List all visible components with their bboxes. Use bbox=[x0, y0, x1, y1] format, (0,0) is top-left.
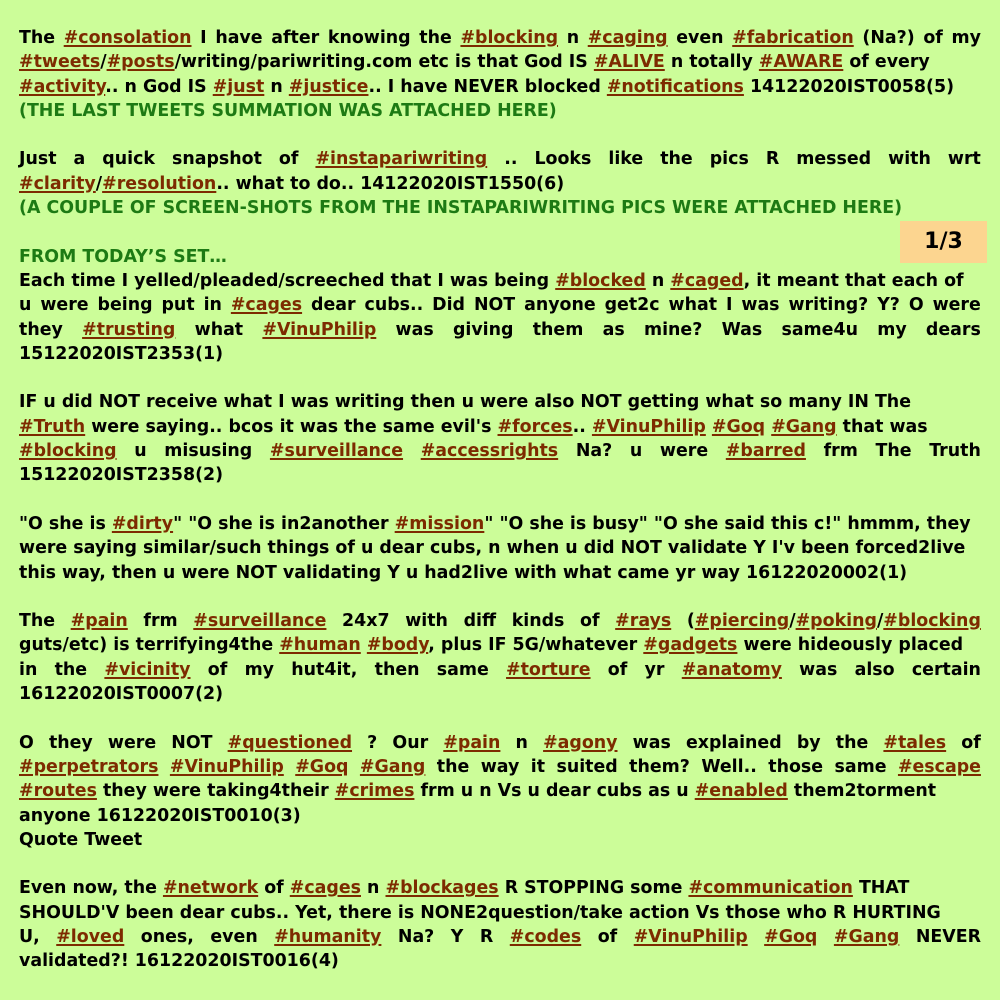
body-text: same bbox=[436, 659, 489, 680]
text-line bbox=[19, 949, 981, 973]
hashtag-link[interactable]: #just bbox=[212, 76, 265, 97]
body-text: n totally bbox=[664, 52, 759, 73]
body-text: were hideously placed bbox=[737, 635, 964, 656]
body-text: by bbox=[796, 732, 821, 753]
hashtag-link[interactable]: #agony bbox=[543, 732, 618, 753]
body-text: then bbox=[374, 659, 420, 680]
text-line bbox=[19, 536, 981, 560]
hashtag-link[interactable]: #communication bbox=[688, 878, 853, 899]
hashtag-link[interactable]: #pain bbox=[70, 611, 128, 632]
hashtag-link[interactable]: #resolution bbox=[102, 173, 217, 194]
hashtag-link[interactable]: #tales bbox=[883, 732, 947, 753]
body-text: NOT bbox=[473, 295, 516, 316]
body-text: R STOPPING some bbox=[498, 878, 689, 899]
body-text: of every bbox=[843, 52, 930, 73]
body-text: they bbox=[19, 319, 63, 340]
hashtag-link[interactable]: #anatomy bbox=[681, 659, 782, 680]
body-text: explained bbox=[685, 732, 782, 753]
body-text: of bbox=[580, 611, 600, 632]
body-text: put bbox=[161, 295, 195, 316]
hashtag-link[interactable]: #activity bbox=[19, 76, 106, 97]
text-line bbox=[19, 342, 981, 366]
hashtag-link[interactable]: #instapariwriting bbox=[315, 149, 488, 170]
body-text: the bbox=[436, 756, 470, 777]
body-text: frm bbox=[823, 441, 858, 462]
body-text: were bbox=[107, 732, 157, 753]
body-text: frm bbox=[143, 611, 178, 632]
body-text: of bbox=[258, 878, 290, 899]
text-line bbox=[19, 147, 981, 171]
body-text: those bbox=[768, 756, 824, 777]
paragraph bbox=[19, 147, 981, 220]
hashtag-link[interactable]: #Goq bbox=[295, 756, 349, 777]
hashtag-link[interactable]: #blocked bbox=[555, 270, 646, 291]
body-text: " "O she is in2another bbox=[173, 513, 395, 534]
body-text: THAT bbox=[852, 878, 910, 899]
hashtag-link[interactable]: #blocking bbox=[460, 28, 559, 48]
body-text: of bbox=[607, 659, 628, 680]
body-text: ? bbox=[367, 732, 378, 753]
body-text: that was bbox=[836, 416, 928, 437]
body-text: certain bbox=[911, 659, 981, 680]
body-text: anyone bbox=[524, 295, 596, 316]
body-text: pics bbox=[709, 149, 749, 170]
body-text: Na? bbox=[397, 926, 435, 947]
text-line bbox=[19, 925, 981, 949]
text-line bbox=[19, 172, 981, 196]
text-line bbox=[19, 633, 981, 657]
body-text: have bbox=[215, 28, 263, 48]
hashtag-link[interactable]: #crimes bbox=[334, 781, 415, 802]
body-text: of bbox=[597, 926, 618, 947]
text-line bbox=[19, 245, 981, 269]
text-line bbox=[19, 561, 981, 585]
hashtag-link[interactable]: #consolation bbox=[63, 28, 192, 48]
paragraph bbox=[19, 609, 981, 706]
body-text: was bbox=[395, 319, 434, 340]
body-text: even bbox=[676, 28, 724, 48]
hashtag-link[interactable]: #mission bbox=[394, 513, 485, 534]
body-text: 15122020IST2353(1) bbox=[19, 343, 224, 364]
text-line bbox=[19, 779, 981, 803]
body-text: after bbox=[271, 28, 320, 48]
body-text: n bbox=[361, 878, 386, 899]
paragraph bbox=[19, 512, 981, 585]
hashtag-link[interactable]: #perpetrators bbox=[19, 756, 159, 777]
body-text: .. n God IS bbox=[105, 76, 213, 97]
body-text: .. what to do.. 14122020IST1550(6) bbox=[216, 173, 565, 194]
body-text: The bbox=[875, 441, 912, 462]
hashtag-link[interactable]: #cages bbox=[230, 295, 303, 316]
hashtag-link[interactable]: #Gang bbox=[833, 926, 900, 947]
hashtag-link[interactable]: #trusting bbox=[82, 319, 176, 340]
body-text: diff bbox=[463, 611, 497, 632]
body-text: were bbox=[932, 295, 981, 316]
hashtag-link[interactable]: #VinuPhilip bbox=[633, 926, 748, 947]
body-text: with bbox=[888, 149, 931, 170]
body-text: O bbox=[19, 732, 34, 753]
page-indicator-badge: 1/3 bbox=[900, 221, 987, 263]
body-text: "O she is bbox=[19, 513, 112, 534]
body-text: was bbox=[632, 732, 671, 753]
paragraph bbox=[19, 245, 981, 366]
body-text: the bbox=[835, 732, 869, 753]
hashtag-link[interactable]: #clarity bbox=[19, 173, 96, 194]
hashtag-link[interactable]: #humanity bbox=[274, 926, 382, 947]
body-text: was bbox=[799, 659, 838, 680]
text-line bbox=[19, 439, 981, 463]
hashtag-link[interactable]: #loved bbox=[56, 926, 125, 947]
hashtag-link[interactable]: #justice bbox=[288, 76, 369, 97]
text-line bbox=[19, 463, 981, 487]
hashtag-link[interactable]: #routes bbox=[19, 781, 97, 802]
body-text: , it meant that each of bbox=[743, 270, 964, 291]
body-text: The bbox=[19, 611, 56, 632]
body-text: guts/etc) is terrifying4the bbox=[19, 635, 280, 656]
body-text: the bbox=[54, 659, 88, 680]
hashtag-link[interactable]: #AWARE bbox=[758, 52, 844, 73]
text-line bbox=[19, 755, 981, 779]
body-text: the bbox=[660, 149, 693, 170]
document-body bbox=[19, 26, 981, 998]
text-line bbox=[19, 26, 981, 50]
body-text: ones, bbox=[140, 926, 194, 947]
body-text: Did bbox=[432, 295, 466, 316]
body-text: of bbox=[207, 659, 228, 680]
body-text: wrt bbox=[947, 149, 981, 170]
body-text: quick bbox=[102, 149, 155, 170]
text-line bbox=[19, 269, 981, 293]
hashtag-link[interactable]: #notifications bbox=[606, 76, 744, 97]
paragraph bbox=[19, 876, 981, 973]
hashtag-link[interactable]: #body bbox=[366, 635, 429, 656]
paragraph bbox=[19, 390, 981, 487]
text-line bbox=[19, 804, 981, 828]
hashtag-link[interactable]: #cages bbox=[289, 878, 361, 899]
text-line bbox=[19, 50, 981, 74]
body-text: dears bbox=[925, 319, 981, 340]
text-line bbox=[19, 876, 981, 900]
hashtag-link[interactable]: #pain bbox=[443, 732, 501, 753]
hashtag-link[interactable]: #network bbox=[162, 878, 259, 899]
body-text: Y bbox=[450, 926, 464, 947]
body-text: dear bbox=[311, 295, 356, 316]
body-text: a bbox=[73, 149, 86, 170]
body-text: I bbox=[200, 28, 207, 48]
body-text: anyone 16122020IST0010(3) bbox=[19, 805, 301, 826]
body-text: suited bbox=[556, 756, 618, 777]
body-text: .. bbox=[572, 416, 592, 437]
body-text: get2c bbox=[604, 295, 660, 316]
hashtag-link[interactable]: #escape bbox=[897, 756, 981, 777]
hashtag-link[interactable]: #Goq bbox=[711, 416, 766, 437]
body-text: validated?! 16122020IST0016(4) bbox=[19, 951, 339, 972]
hashtag-link[interactable]: #Truth bbox=[19, 416, 86, 437]
body-text: way bbox=[480, 756, 520, 777]
body-text: Na? bbox=[575, 441, 613, 462]
text-line bbox=[19, 415, 981, 439]
body-text: .. bbox=[504, 149, 518, 170]
hashtag-link[interactable]: #codes bbox=[509, 926, 582, 947]
body-text: even bbox=[210, 926, 258, 947]
body-text: were saying.. bcos it was the same evil's bbox=[85, 416, 498, 437]
body-text: of bbox=[278, 149, 299, 170]
hashtag-link[interactable]: #VinuPhilip bbox=[591, 416, 706, 437]
body-text: were bbox=[659, 441, 709, 462]
hashtag-link[interactable]: #blockages bbox=[385, 878, 499, 899]
attachment-note: (A COUPLE OF SCREEN-SHOTS FROM THE INSTAPARIWRITING PICS WERE ATTACHED HERE) bbox=[19, 198, 903, 219]
text-line bbox=[19, 682, 981, 706]
body-text: was bbox=[741, 295, 780, 316]
body-text: were bbox=[40, 295, 89, 316]
body-text: my bbox=[951, 28, 981, 48]
hashtag-link[interactable]: #ALIVE bbox=[593, 52, 665, 73]
body-text: u bbox=[629, 441, 643, 462]
body-text: messed bbox=[796, 149, 872, 170]
body-text: Truth bbox=[929, 441, 981, 462]
hashtag-link[interactable]: #caged bbox=[670, 270, 744, 291]
hashtag-link[interactable]: #posts bbox=[106, 52, 175, 73]
text-line bbox=[19, 609, 981, 633]
body-text: NEVER bbox=[915, 926, 981, 947]
hashtag-link[interactable]: #questioned bbox=[227, 732, 353, 753]
hashtag-link[interactable]: #caging bbox=[587, 28, 668, 48]
body-text: giving bbox=[452, 319, 514, 340]
body-text: misusing bbox=[164, 441, 253, 462]
hashtag-link[interactable]: #dirty bbox=[111, 513, 174, 534]
body-text: Was bbox=[721, 319, 763, 340]
body-text: same bbox=[834, 756, 887, 777]
text-line bbox=[19, 731, 981, 755]
body-text: this way, then u were NOT validating Y u had2live with what came yr way 16122020002(1) bbox=[19, 562, 908, 583]
hashtag-link[interactable]: #forces bbox=[497, 416, 573, 437]
section-heading: FROM TODAY’S SET… bbox=[19, 246, 227, 267]
body-text: u bbox=[134, 441, 147, 462]
body-text: Well.. bbox=[701, 756, 757, 777]
body-text: I bbox=[725, 295, 733, 316]
body-text: .. I have NEVER blocked bbox=[368, 76, 607, 97]
body-text: Our bbox=[392, 732, 429, 753]
body-text: Just bbox=[19, 149, 57, 170]
body-text: Looks bbox=[534, 149, 592, 170]
body-text: were saying similar/such things of u dear cubs, n when u did NOT validate Y I'v been forced2live bbox=[19, 538, 966, 559]
body-text: O bbox=[908, 295, 924, 316]
text-line bbox=[19, 828, 981, 852]
body-text: as bbox=[602, 319, 625, 340]
hashtag-link[interactable]: #surveillance bbox=[269, 441, 404, 462]
body-text: 16122020IST0007(2) bbox=[19, 684, 224, 705]
body-text: of bbox=[961, 732, 981, 753]
body-text: mine? bbox=[643, 319, 703, 340]
text-line bbox=[19, 318, 981, 342]
body-text: /writing/pariwriting.com etc is that God IS bbox=[174, 52, 594, 73]
text-line bbox=[19, 390, 981, 414]
body-text: with bbox=[405, 611, 448, 632]
body-text: they were taking4their bbox=[96, 781, 335, 802]
text-line bbox=[19, 99, 981, 123]
body-text: it bbox=[530, 756, 546, 777]
body-text: in bbox=[203, 295, 222, 316]
body-text: " "O she is busy" "O she said this c!" hmmm, they bbox=[484, 513, 971, 534]
body-text: U, bbox=[19, 926, 40, 947]
body-text: hut4it, bbox=[291, 659, 358, 680]
hashtag-link[interactable]: #VinuPhilip bbox=[262, 319, 377, 340]
text-line bbox=[19, 293, 981, 317]
hashtag-link[interactable]: #VinuPhilip bbox=[169, 756, 284, 777]
hashtag-link[interactable]: #human bbox=[279, 635, 361, 656]
paragraph bbox=[19, 731, 981, 852]
body-text: u bbox=[19, 295, 32, 316]
body-text: SHOULD'V been dear cubs.. Yet, there is NONE2question/take action Vs those who R HURTING bbox=[19, 902, 941, 923]
text-line bbox=[19, 658, 981, 682]
body-text: IF u did NOT receive what I was writing then u were also NOT getting what so many IN The bbox=[19, 392, 911, 413]
body-text: also bbox=[854, 659, 895, 680]
body-text: them2torment bbox=[787, 781, 937, 802]
hashtag-link[interactable]: #enabled bbox=[694, 781, 788, 802]
body-text: n bbox=[566, 28, 580, 48]
hashtag-link[interactable]: #blocking bbox=[19, 441, 117, 462]
body-text: the bbox=[419, 28, 452, 48]
body-text: like bbox=[608, 149, 644, 170]
body-text: Y? bbox=[877, 295, 900, 316]
text-line bbox=[19, 512, 981, 536]
body-text: them bbox=[532, 319, 584, 340]
body-text: yr bbox=[644, 659, 665, 680]
body-text: Each time I yelled/pleaded/screeched that I was being bbox=[19, 270, 556, 291]
body-text: writing? bbox=[788, 295, 869, 316]
body-text: knowing bbox=[327, 28, 411, 48]
body-text: 14122020IST0058(5) bbox=[743, 76, 955, 97]
body-text: , plus IF 5G/whatever bbox=[428, 635, 644, 656]
hashtag-link[interactable]: #accessrights bbox=[420, 441, 559, 462]
body-text: (Na?) bbox=[862, 28, 915, 48]
text-line bbox=[19, 75, 981, 99]
body-text: being bbox=[97, 295, 153, 316]
hashtag-link[interactable]: #rays bbox=[615, 611, 672, 632]
body-text: frm u n Vs u dear cubs as u bbox=[414, 781, 695, 802]
body-text: them? bbox=[629, 756, 690, 777]
body-text: n bbox=[515, 732, 528, 753]
body-text: / bbox=[100, 52, 107, 73]
body-text: Even now, the bbox=[19, 878, 163, 899]
body-text: 15122020IST2358(2) bbox=[19, 465, 224, 486]
hashtag-link[interactable]: #fabrication bbox=[732, 28, 854, 48]
body-text: n bbox=[264, 76, 289, 97]
hashtag-link[interactable]: #gadgets bbox=[643, 635, 738, 656]
hashtag-link[interactable]: #Goq bbox=[764, 926, 818, 947]
body-text: kinds bbox=[511, 611, 565, 632]
text-line bbox=[19, 196, 981, 220]
body-text: snapshot bbox=[171, 149, 262, 170]
hashtag-link[interactable]: #tweets bbox=[19, 52, 101, 73]
body-text: The bbox=[19, 28, 56, 48]
paragraph bbox=[19, 26, 981, 123]
body-text: 24x7 bbox=[342, 611, 390, 632]
body-text: cubs.. bbox=[364, 295, 424, 316]
body-text: n bbox=[645, 270, 671, 291]
body-text: what bbox=[194, 319, 244, 340]
hashtag-link[interactable]: #surveillance bbox=[193, 611, 327, 632]
attachment-note: (THE LAST TWEETS SUMMATION WAS ATTACHED HERE) bbox=[19, 100, 557, 121]
body-text: R bbox=[479, 926, 494, 947]
body-text: Quote Tweet bbox=[19, 829, 143, 850]
body-text: what bbox=[668, 295, 718, 316]
body-text: my bbox=[244, 659, 275, 680]
hashtag-link[interactable]: #Gang bbox=[771, 416, 837, 437]
hashtag-link[interactable]: #Gang bbox=[359, 756, 426, 777]
hashtag-link[interactable]: #barred bbox=[725, 441, 806, 462]
body-text: in bbox=[19, 659, 38, 680]
text-line bbox=[19, 901, 981, 925]
hashtag-link[interactable]: #vicinity bbox=[104, 659, 191, 680]
hashtag-group[interactable]: (#piercing/#poking/#blocking bbox=[686, 611, 981, 632]
body-text: same4u bbox=[781, 319, 858, 340]
body-text: R bbox=[765, 149, 780, 170]
body-text: NOT bbox=[171, 732, 213, 753]
body-text: of bbox=[923, 28, 943, 48]
body-text: they bbox=[48, 732, 93, 753]
body-text: / bbox=[95, 173, 103, 194]
hashtag-link[interactable]: #torture bbox=[506, 659, 591, 680]
body-text: my bbox=[877, 319, 907, 340]
